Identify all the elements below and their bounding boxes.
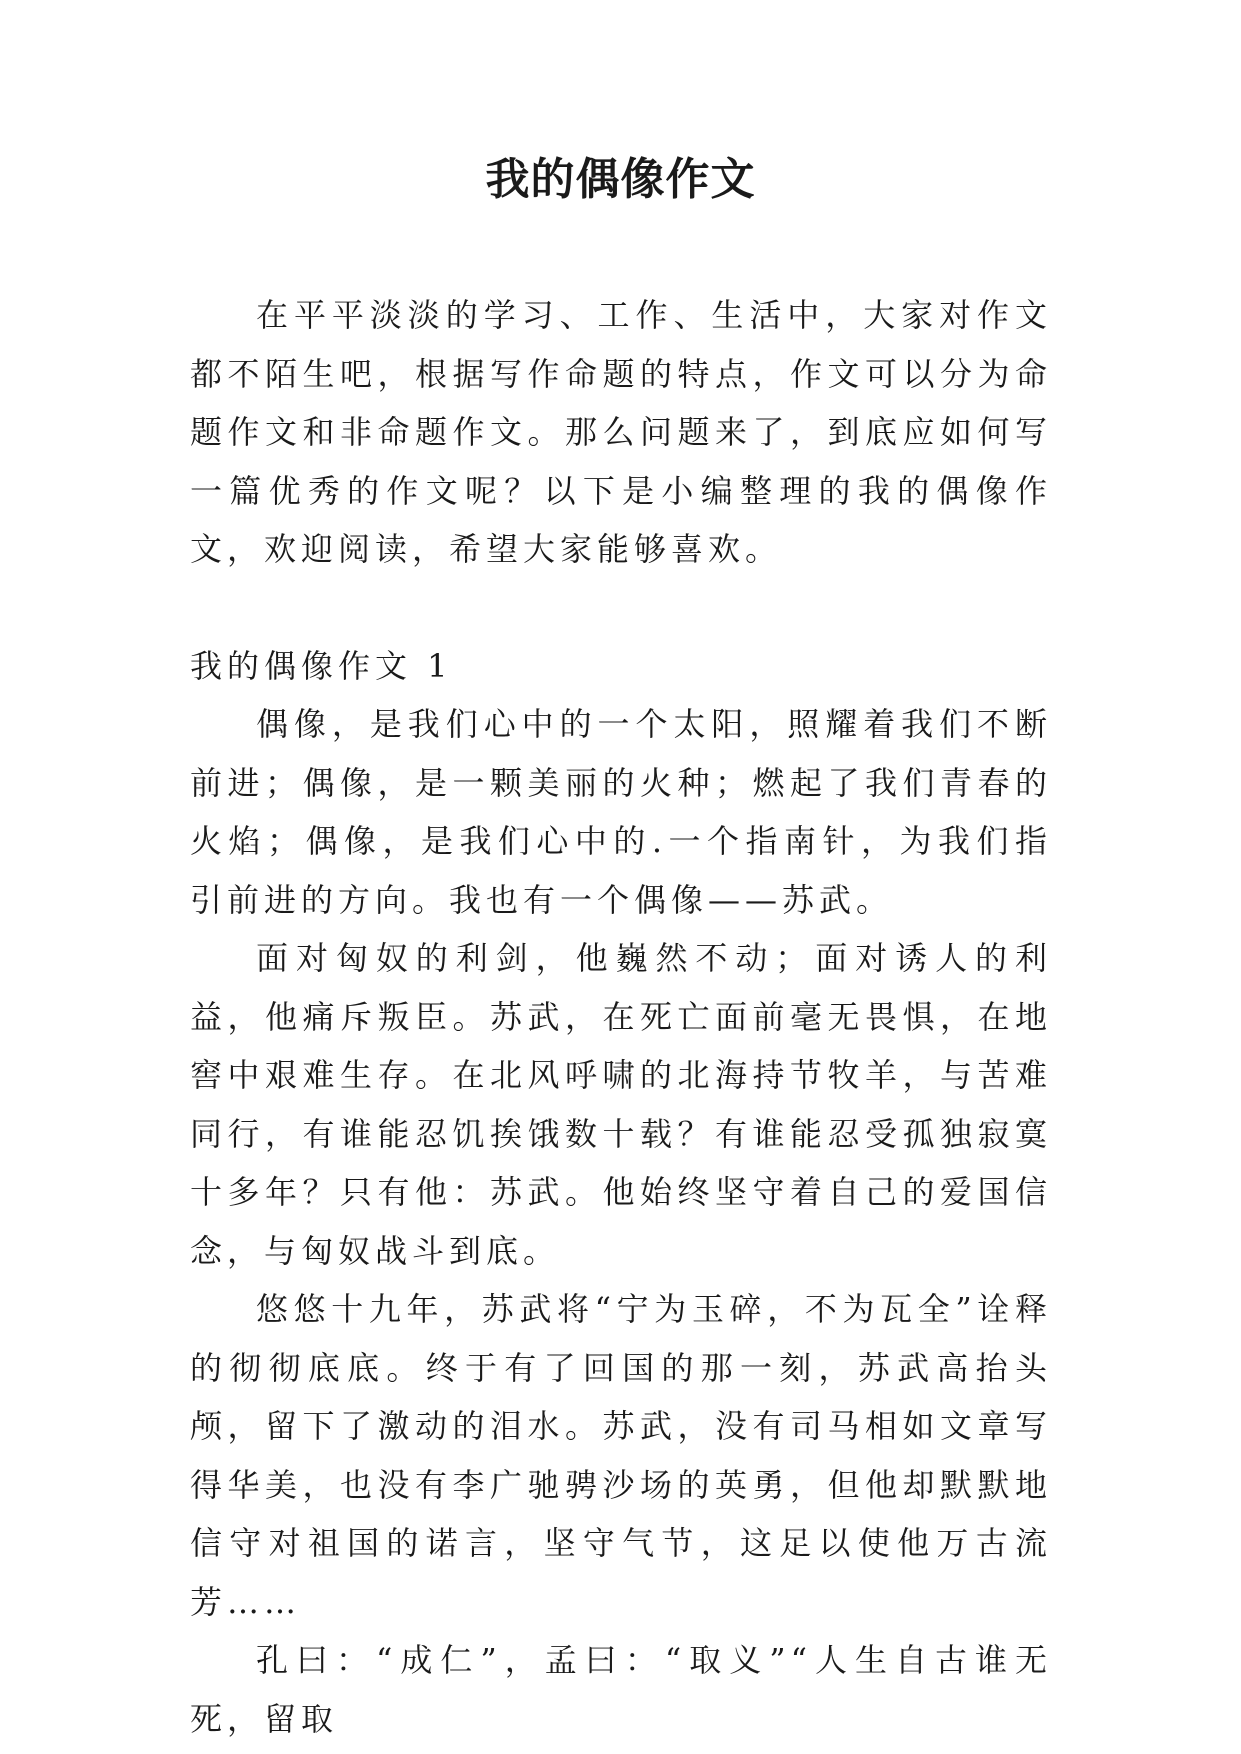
- section-heading: 我的偶像作文 1: [190, 646, 453, 685]
- body-paragraph-4: 孔曰：“成仁”，孟曰：“取义”“人生自古谁无死，留取: [190, 1641, 1052, 1738]
- document-body: [190, 286, 1052, 1748]
- intro-paragraph: 在平平淡淡的学习、工作、生活中，大家对作文都不陌生吧，根据写作命题的特点，作文可以分为命题作文和非命题作文。那么问题来了，到底应如何写一篇优秀的作文呢？以下是小编整理的我的偶像作文，欢迎阅读，希望大家能够喜欢。: [190, 296, 1052, 568]
- body-paragraph-1: 偶像，是我们心中的一个太阳，照耀着我们不断前进；偶像，是一颗美丽的火种；燃起了我们青春的火焰；偶像，是我们心中的.一个指南针，为我们指引前进的方向。我也有一个偶像——苏武。: [190, 705, 1052, 919]
- body-paragraph-2: 面对匈奴的利剑，他巍然不动；面对诱人的利益，他痛斥叛臣。苏武，在死亡面前毫无畏惧，在地窖中艰难生存。在北风呼啸的北海持节牧羊，与苦难同行，有谁能忍饥挨饿数十载？有谁能忍受孤独寂寞十多年？只有他：苏武。他始终坚守着自己的爱国信念，与匈奴战斗到底。: [190, 939, 1052, 1270]
- body-paragraph-3: 悠悠十九年，苏武将“宁为玉碎，不为瓦全”诠释的彻彻底底。终于有了回国的那一刻，苏武高抬头颅，留下了激动的泪水。苏武，没有司马相如文章写得华美，也没有李广驰骋沙场的英勇，但他却默默地信守对祖国的诺言，坚守气节，这足以使他万古流芳……: [190, 1290, 1052, 1621]
- document-title: 我的偶像作文: [485, 154, 756, 205]
